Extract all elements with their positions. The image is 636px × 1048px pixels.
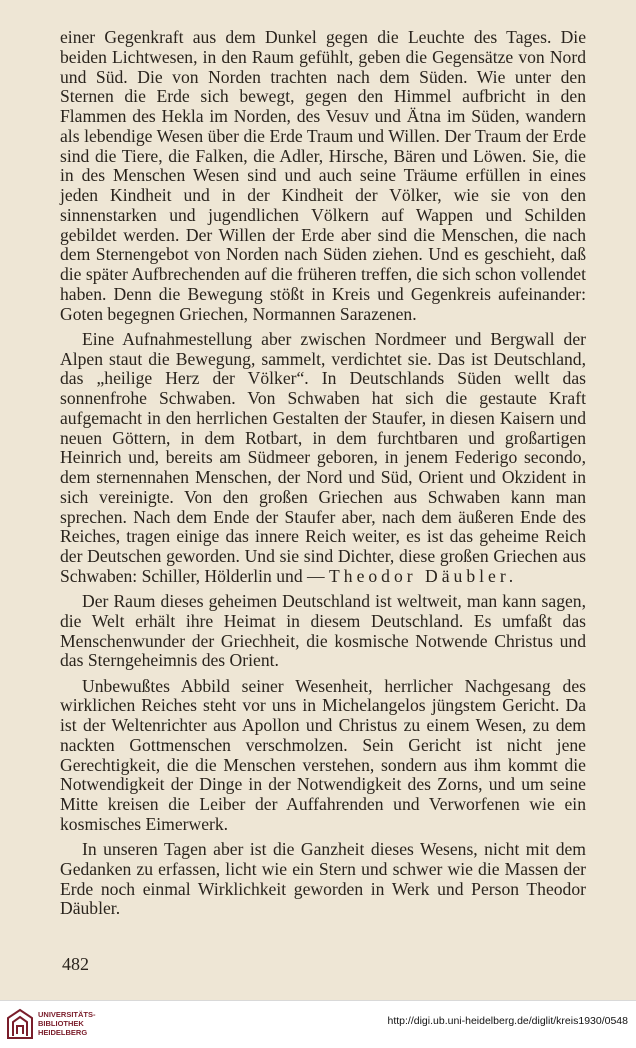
page-number: 482 [62,954,89,974]
library-logo-icon [6,1008,34,1040]
paragraph-4: Unbewußtes Abbild seiner Wesenheit, herrlicher Nachgesang des wirklichen Reiches steht vor uns in Michelangelos jüngstem Gericht. Da ist der Weltenrichter aus Apollon und Christus zu einem Wesen, zu dem nackten Gottmenschen verschmolzen. Sein Gericht ist nicht jene Gerechtigkeit, die die Menschen verstehen, sondern aus ihm kommt die Notwendigkeit der Dinge in der Notwendigkeit des Zorns, und um seine Mitte kreisen die Leiber der Auffahrenden und Verworfenen wie ein kosmisches Eimerwerk. [60,675,586,834]
body-text [60,28,586,925]
paragraph-5: In unseren Tagen aber ist die Ganzheit dieses Wesens, nicht mit dem Gedanken zu erfassen, licht wie ein Stern und schwer wie die Massen der Erde noch einmal Wirklichkeit geworden in Werk und Person Theodor Däubler. [60,839,586,919]
spaced-name: Theodor Däubler. [329,565,518,586]
paragraph-1: einer Gegenkraft aus dem Dunkel gegen die Leuchte des Tages. Die beiden Lichtwesen, in den Raum gefühlt, geben die Gegensätze von Nord und Süd. Die von Norden trachten nach dem Süden. Wie unter den Sternen die Erde sich bewegt, gegen den Himmel aufbricht in den Flammen des Hekla im Norden, des Vesuv und Ätna im Süden, wandern als lebendige Wesen über die Erde Traum und Willen. Der Traum der Erde sind die Tiere, die Falken, die Adler, Hirsche, Bären und Löwen. Sie, die in des Menschen Wesen sind und auch seine Träume erfüllen in eines jeden Kindheit und in der Kindheit der Völker, wie sie von den sinnenstarken und jugendlichen Völkern auf Wappen und Schilden gebildet werden. Der Willen der Erde aber sind die Menschen, die nach dem Sternengebot von Norden nach Süden ziehen. Und es geschieht, daß die später Aufbrechenden auf die früheren treffen, die sich schon vollendet haben. Denn die Bewegung stößt in Kreis und Gegenkreis aufeinander: Goten begegnen Griechen, Normannen Sarazenen. [60,27,586,324]
paragraph-3: Der Raum dieses geheimen Deutschland ist weltweit, man kann sagen, die Welt erhält ihre Heimat in diesem Deutschland. Es umfaßt das Menschenwunder der Griechheit, die kosmische Notwende Christus und das Sterngeheimnis des Orient. [60,591,586,671]
library-name: UNIVERSITÄTS- BIBLIOTHEK HEIDELBERG [38,1010,96,1037]
digitization-footer [0,1000,636,1048]
source-url-link[interactable]: http://digi.ub.uni-heidelberg.de/diglit/kreis1930/0548 [387,1015,628,1027]
paragraph-2: Eine Aufnahmestellung aber zwischen Nordmeer und Bergwall der Alpen staut die Bewegung, sammelt, verdichtet sie. Das ist Deutschland, das „heilige Herz der Völker“. In Deutschlands Süden wellt das sonnenfrohe Schwaben. Von Schwaben hat sich die gestaute Kraft aufgemacht in den herrlichen Gestalten der Staufer, in diesen Kaisern und neuen Göttern, in dem Rotbart, in dem furchtbaren und großartigen Heinrich und, bereits am Südmeer geboren, in jenem Federigo secondo, dem sternennahen Menschen, der Nord und Süd, Orient und Okzident in sich vereinigte. Von den großen Griechen aus Schwaben kann man sprechen. Nach dem Ende der Staufer aber, nach dem äußeren Ende des Reiches, tragen einige das innere Reich weiter, es ist das geheime Reich der Deutschen geworden. Und sie sind Dichter, diese großen Griechen aus Schwaben: Schiller, Hölderlin und — Theodor Däubler. [60,328,586,586]
